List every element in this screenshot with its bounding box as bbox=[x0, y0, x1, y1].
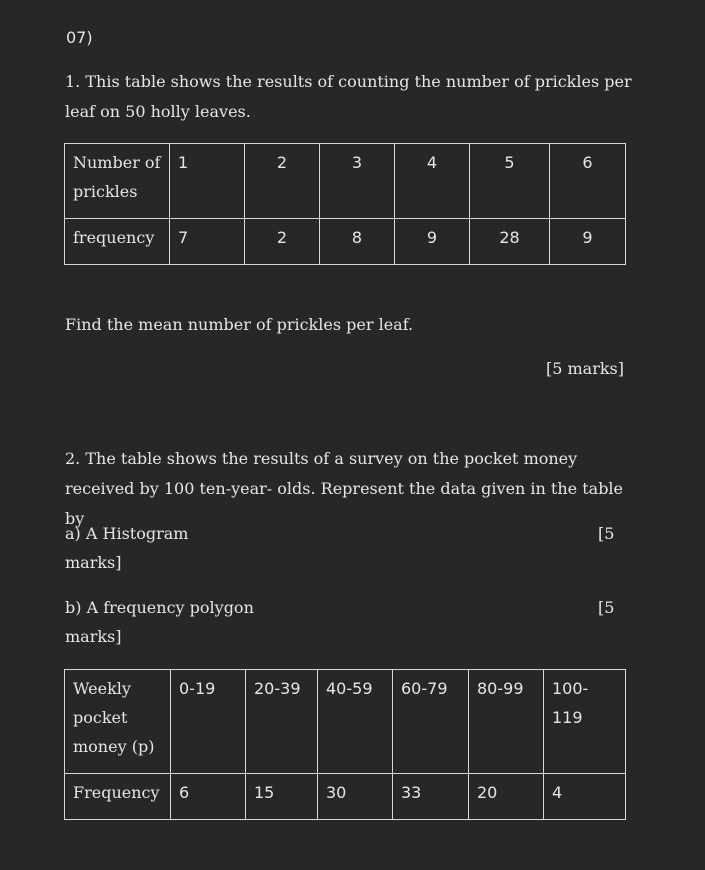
q2-part-a-marks-start: [5 bbox=[598, 524, 615, 543]
row-header-pocket-money: Weekly pocket money (p) bbox=[65, 670, 171, 774]
q2-part-b-marks-start: [5 bbox=[598, 598, 615, 617]
table-cell: 2 bbox=[245, 144, 320, 219]
q1-prompt: Find the mean number of prickles per leaf. bbox=[65, 315, 414, 334]
q1-intro-text: 1. This table shows the results of counting the number of prickles per leaf on 50 holly leaves. bbox=[65, 72, 632, 121]
table-cell: 7 bbox=[170, 219, 245, 265]
table-row bbox=[65, 670, 626, 774]
table-cell: 15 bbox=[246, 774, 318, 820]
q1-marks: [5 marks] bbox=[545, 359, 624, 378]
table-cell: 6 bbox=[550, 144, 626, 219]
row-header-frequency: frequency bbox=[65, 219, 170, 265]
table-cell: 0-19 bbox=[171, 670, 246, 774]
table-cell: 6 bbox=[171, 774, 246, 820]
question-number: 07) bbox=[66, 28, 93, 47]
table-cell: 60-79 bbox=[393, 670, 469, 774]
table-cell: 8 bbox=[320, 219, 395, 265]
table-cell: 33 bbox=[393, 774, 469, 820]
row-header-prickles: Number of prickles bbox=[65, 144, 170, 219]
q2-part-a-marks-end: marks] bbox=[65, 553, 122, 572]
table-cell: 5 bbox=[470, 144, 550, 219]
q2-part-a: a) A Histogram bbox=[65, 524, 189, 543]
pocket-money-table bbox=[64, 669, 626, 820]
table-row bbox=[65, 144, 626, 219]
prickles-table bbox=[64, 143, 626, 265]
table-cell: 40-59 bbox=[318, 670, 393, 774]
table-cell: 4 bbox=[395, 144, 470, 219]
table-cell: 20-39 bbox=[246, 670, 318, 774]
table-row bbox=[65, 774, 626, 820]
table-cell: 20 bbox=[469, 774, 544, 820]
table-cell: 28 bbox=[470, 219, 550, 265]
q2-part-b: b) A frequency polygon bbox=[65, 598, 254, 617]
table-cell: 2 bbox=[245, 219, 320, 265]
table-row bbox=[65, 219, 626, 265]
table-cell: 9 bbox=[550, 219, 626, 265]
table-cell: 4 bbox=[544, 774, 626, 820]
table-cell: 30 bbox=[318, 774, 393, 820]
row-header-frequency: Frequency bbox=[65, 774, 171, 820]
table-cell: 9 bbox=[395, 219, 470, 265]
table-cell: 80-99 bbox=[469, 670, 544, 774]
q2-intro-text: 2. The table shows the results of a survey on the pocket money received by 100 ten-year- olds. Represent the data given in the table by bbox=[65, 449, 624, 528]
q2-part-b-marks-end: marks] bbox=[65, 627, 122, 646]
table-cell: 3 bbox=[320, 144, 395, 219]
table-cell: 1 bbox=[170, 144, 245, 219]
table-cell: 100-119 bbox=[544, 670, 626, 774]
